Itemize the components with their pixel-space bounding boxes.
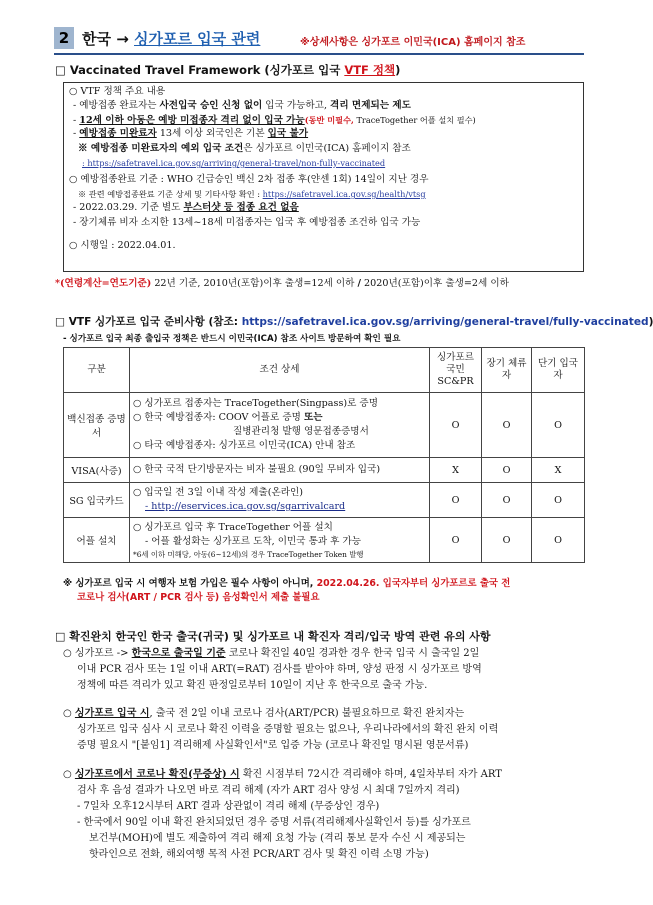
section-header xyxy=(54,27,260,49)
row-value: O xyxy=(430,518,482,563)
prep-table xyxy=(63,347,585,563)
vtf-heading xyxy=(55,62,400,78)
row-value: O xyxy=(430,393,482,458)
row-label: VISA(사증) xyxy=(64,458,130,483)
col-header: 조건 상세 xyxy=(130,348,430,393)
section-number: 2 xyxy=(54,27,74,49)
table-row xyxy=(64,518,585,563)
col-header: 싱가포르 국민 SC&PR xyxy=(430,348,482,393)
row-value: O xyxy=(532,393,585,458)
age-calc-note: *(연령계산=연도기준) 22년 기준, 2010년(포함)이후 출생=12세 이하 / 2020년(포함)이후 출생=2세 이하 xyxy=(55,278,509,289)
vtf-info-box xyxy=(63,82,584,272)
section-title xyxy=(82,28,260,49)
header-note: ※상세사항은 싱가포르 이민국(ICA) 홈페이지 참조 xyxy=(300,37,526,48)
prep-subnote: - 싱가포르 입국 최종 출입국 정책은 반드시 이민국(ICA) 참조 사이트 방문하여 확인 필요 xyxy=(63,334,401,344)
non-vaccinated-link[interactable]: : https://safetravel.ica.gov.sg/arriving/general-travel/non-fully-vaccinated xyxy=(82,158,386,168)
row-detail: ○ 싱가포르 입국 후 TraceTogether 어플 설치 - 어플 활성화는 싱가포르 도착, 이민국 통과 후 가능 *6세 이하 미해당, 아동(6~12세)의 경우 TraceTogether Token 발행 xyxy=(130,518,430,563)
para-arrival: ○ 싱가포르 입국 시, 출국 전 2일 이내 코로나 검사(ART/PCR) 불필요하므로 확진 완치자는 싱가포르 입국 심사 시 코로나 확진 이력을 증명할 필요는 없으나, 우리나라에서의 확진 완치 이력 증명 필요시 "[붙임1] 격리해제 사실확인서"로 입증 가능 (코로나 확진일 명시된 영문서류) xyxy=(63,708,499,751)
row-label: 어플 설치 xyxy=(64,518,130,563)
header-divider xyxy=(54,53,584,55)
row-label: 백신접종 증명서 xyxy=(64,393,130,458)
para-departure: ○ 싱가포르 -> 한국으로 출국일 기준 코로나 확진일 40일 경과한 경우 한국 입국 시 출국일 2일 이내 PCR 검사 또는 1일 이내 ART(=RAT) 검사를 받아야 하며, 양성 판정 시 싱가포르 방역 정책에 따른 격리가 있고 확진 판정일로부터 10일이 지난 후 한국으로 출국 가능. xyxy=(63,648,482,691)
row-value: O xyxy=(482,393,532,458)
box-line-2: - 예방접종 완료자는 사전입국 승인 신청 없이 입국 가능하고, 격리 면제되는 제도 xyxy=(73,100,411,111)
box-line-9: - 2022.03.29. 기준 별도 부스터샷 등 접종 요건 없음 xyxy=(73,202,299,213)
para-quarantine: ○ 싱가포르에서 코로나 확진(무증상) 시 확진 시점부터 72시간 격리해야 하며, 4일차부터 자가 ART 검사 후 음성 결과가 나오면 바로 격리 해제 (자가 ART 검사 양성 시 최대 7일까지 격리) - 7일차 오후12시부터 ART 결과 상관없이 격리 해제 (무증상인 경우) - 한국에서 90일 이내 확진 완치되었던 경우 증명 서류(격리해제사실확인서 등)를 싱가포르 보건부(MOH)에 별도 제출하여 격리 해제 요청 가능 (격리 통보 문자 수신 시 제공되는 핫라인으로 전화, 해외여행 목적 사전 PCR/ART 검사 및 확진 이력 소명 가능) xyxy=(63,769,502,860)
row-detail: ○ 한국 국적 단기방문자는 비자 불필요 (90일 무비자 입국) xyxy=(130,458,430,483)
recovered-heading: □ 확진완치 한국인 한국 출국(귀국) 및 싱가포르 내 확진자 격리/입국 방역 관련 유의 사항 xyxy=(55,630,491,643)
table-row xyxy=(64,393,585,458)
box-line-7: ○ 예방접종완료 기준 : WHO 긴급승인 백신 2차 접종 후(얀센 1회) 14일이 지난 경우 xyxy=(69,174,429,185)
row-value: O xyxy=(482,483,532,518)
row-value: O xyxy=(482,518,532,563)
box-line-5: ※ 예방접종 미완료자의 예외 입국 조건은 싱가포르 이민국(ICA) 홈페이지 참조 xyxy=(78,143,411,154)
title-prefix: 한국 → xyxy=(82,29,134,48)
row-value: X xyxy=(532,458,585,483)
box-line-8: ※ 관련 예방접종완료 기준 상세 및 기타사항 확인 : https://safetravel.ica.gov.sg/health/vtsg xyxy=(78,189,426,199)
fully-vaccinated-link[interactable]: https://safetravel.ica.gov.sg/arriving/general-travel/fully-vaccinated xyxy=(241,316,649,328)
col-header: 단기 입국자 xyxy=(532,348,585,393)
row-value: O xyxy=(482,458,532,483)
table-row xyxy=(64,483,585,518)
box-line-1: ○ VTF 정책 주요 내용 xyxy=(69,86,166,97)
row-value: X xyxy=(430,458,482,483)
vtsg-link[interactable]: https://safetravel.ica.gov.sg/health/vtsg xyxy=(262,189,426,199)
row-detail: ○ 싱가포르 접종자는 TraceTogether(Singpass)로 증명 ○ 한국 예방접종자: COOV 어플로 증명 또는 질병관리청 발행 영문접종증명서 ○ 타국 예방접종자: 싱가포르 이민국(ICA) 안내 참조 xyxy=(130,393,430,458)
row-value: O xyxy=(532,483,585,518)
sg-arrival-card-link[interactable]: - http://eservices.ica.gov.sg/sgarrivalcard xyxy=(145,501,346,512)
row-detail: ○ 입국일 전 3일 이내 작성 제출(온라인) - http://eservices.ica.gov.sg/sgarrivalcard xyxy=(130,483,430,518)
title-highlight: 싱가포르 입국 관련 xyxy=(134,29,261,48)
prep-heading: □ VTF 싱가포르 입국 준비사항 (참조: https://safetravel.ica.gov.sg/arriving/general-travel/fully-vaccinated) xyxy=(55,316,653,328)
box-line-10: - 장기체류 비자 소지한 13세~18세 미접종자는 입국 후 예방접종 조건하 입국 가능 xyxy=(73,217,421,228)
col-header: 구분 xyxy=(64,348,130,393)
row-value: O xyxy=(430,483,482,518)
row-value: O xyxy=(532,518,585,563)
row-label: SG 입국카드 xyxy=(64,483,130,518)
box-line-6 xyxy=(82,157,385,170)
vtf-heading-highlight: VTF 정책 xyxy=(344,63,396,77)
insurance-note: ※ 싱가포르 입국 시 여행자 보험 가입은 필수 사항이 아니며, 2022.04.26. 입국자부터 싱가포르로 출국 전 코로나 검사(ART / PCR 검사 등) 음성확인서 제출 불필요 xyxy=(63,578,511,603)
box-line-4: - 예방접종 미완료자 13세 이상 외국인은 기본 입국 불가 xyxy=(73,128,309,139)
vtf-heading-suffix: ) xyxy=(395,63,401,77)
col-header: 장기 체류자 xyxy=(482,348,532,393)
box-line-11: ○ 시행일 : 2022.04.01. xyxy=(69,240,176,251)
vtf-heading-prefix: □ Vaccinated Travel Framework (싱가포르 입국 xyxy=(55,63,345,77)
box-line-3: - 12세 이하 아동은 예방 미접종자 격리 없이 입국 가능(동반 미필수, TraceTogether 어플 설치 필수) xyxy=(73,115,476,126)
table-header-row xyxy=(64,348,585,393)
table-row xyxy=(64,458,585,483)
